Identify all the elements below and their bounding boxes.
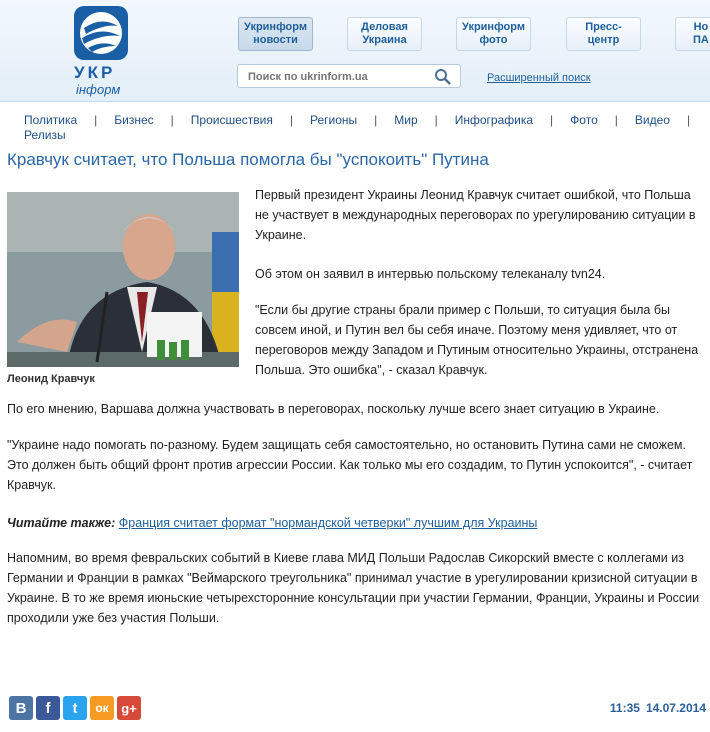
menu-divider: | xyxy=(434,113,438,127)
article-paragraph: Первый президент Украины Леонид Кравчук считает ошибкой, что Польша не участвует в международных переговорах по урегулированию ситуации в Украине. xyxy=(255,188,696,242)
menu-item-photo[interactable]: Фото xyxy=(570,113,598,127)
search-icon[interactable] xyxy=(434,68,452,86)
nav-ukrinform-news[interactable]: Укринформ новости xyxy=(238,17,313,51)
menu-item-world[interactable]: Мир xyxy=(394,113,418,127)
facebook-share-icon[interactable]: f xyxy=(36,696,60,720)
publish-date: 14.07.2014 xyxy=(645,701,706,715)
search-input[interactable] xyxy=(246,68,430,86)
logo-text-ukr: УКР xyxy=(74,63,116,82)
google-plus-share-icon[interactable]: g+ xyxy=(117,696,141,720)
publish-timestamp xyxy=(610,701,706,715)
menu-divider: | xyxy=(170,113,174,127)
menu-item-incidents[interactable]: Происшествия xyxy=(190,113,273,127)
article-title: Кравчук считает, что Польша помогла бы "успокоить" Путина xyxy=(7,150,489,169)
read-also xyxy=(7,513,537,533)
nav-ukrinform-photo[interactable]: Укринформ фото xyxy=(456,17,531,51)
twitter-share-icon[interactable]: t xyxy=(63,696,87,720)
publish-time: 11:35 xyxy=(609,701,640,715)
odnoklassniki-share-icon[interactable]: ок xyxy=(90,696,114,720)
article-photo[interactable] xyxy=(7,192,239,367)
article-paragraph: "Украине надо помогать по-разному. Будем защищать себя самостоятельно, но остановить Путина сами не сможем. Это должен быть общий фронт против агрессии России. Как только мы его создадим, то Путин успокоится", - считает Кравчук. xyxy=(7,438,693,492)
menu-divider: | xyxy=(614,113,618,127)
menu-divider: | xyxy=(686,113,691,127)
menu-divider: | xyxy=(289,113,293,127)
portrait-image xyxy=(7,192,239,367)
article-paragraph: Об этом он заявил в интервью польскому телеканалу tvn24. xyxy=(255,267,606,281)
read-also-label: Читайте также: xyxy=(7,516,116,530)
photo-caption: Леонид Кравчук xyxy=(7,373,95,385)
menu-item-politics[interactable]: Политика xyxy=(24,113,78,127)
site-logo[interactable] xyxy=(72,4,134,98)
globe-logo-icon xyxy=(72,4,130,62)
nav-press-center[interactable]: Пресс- центр xyxy=(566,17,641,51)
menu-item-regions[interactable]: Регионы xyxy=(309,113,358,127)
social-share-bar xyxy=(9,696,141,720)
nav-more[interactable]: Но ПА xyxy=(675,17,710,51)
menu-divider: | xyxy=(550,113,554,127)
advanced-search-link[interactable]: Расширенный поиск xyxy=(487,72,591,84)
logo-text-inform: інформ xyxy=(76,82,121,97)
nav-business-ukraine[interactable]: Деловая Украина xyxy=(347,17,422,51)
menu-divider: | xyxy=(94,113,98,127)
menu-divider: | xyxy=(374,113,378,127)
search-box xyxy=(237,64,461,88)
menu-item-video[interactable]: Видео xyxy=(634,113,670,127)
menu-item-infographics[interactable]: Инфографика xyxy=(454,113,534,127)
article-paragraph: По его мнению, Варшава должна участвовать в переговорах, поскольку лучше всего знает ситуацию в Украине. xyxy=(7,402,660,416)
vk-share-icon[interactable]: В xyxy=(9,696,33,720)
site-header xyxy=(0,0,710,102)
read-also-link[interactable]: Франция считает формат "нормандской четверки" лучшим для Украины xyxy=(118,516,538,530)
menu-item-releases[interactable]: Релизы xyxy=(24,128,66,142)
article-paragraph: "Если бы другие страны брали пример с Польши, то ситуация была бы совсем иной, и Путин вел бы себя иначе. Поэтому меня удивляет, что от переговоров между Западом и Путиным относительно Украины, отстранена Польша. Это ошибка", - сказал Кравчук. xyxy=(255,303,699,377)
menu-item-business[interactable]: Бизнес xyxy=(114,113,154,127)
category-menu xyxy=(24,113,710,143)
article-paragraph: Напомним, во время февральских событий в Киеве глава МИД Польши Радослав Сикорский вместе с коллегами из Германии и Франции в рамках "Веймарского треугольника" принимал участие в урегулировании кризисной ситуации в Украине. В то же время июньские четырехсторонние консультации при участии Германии, Франции, Украины и России проходили уже без участия Польши. xyxy=(7,551,700,625)
